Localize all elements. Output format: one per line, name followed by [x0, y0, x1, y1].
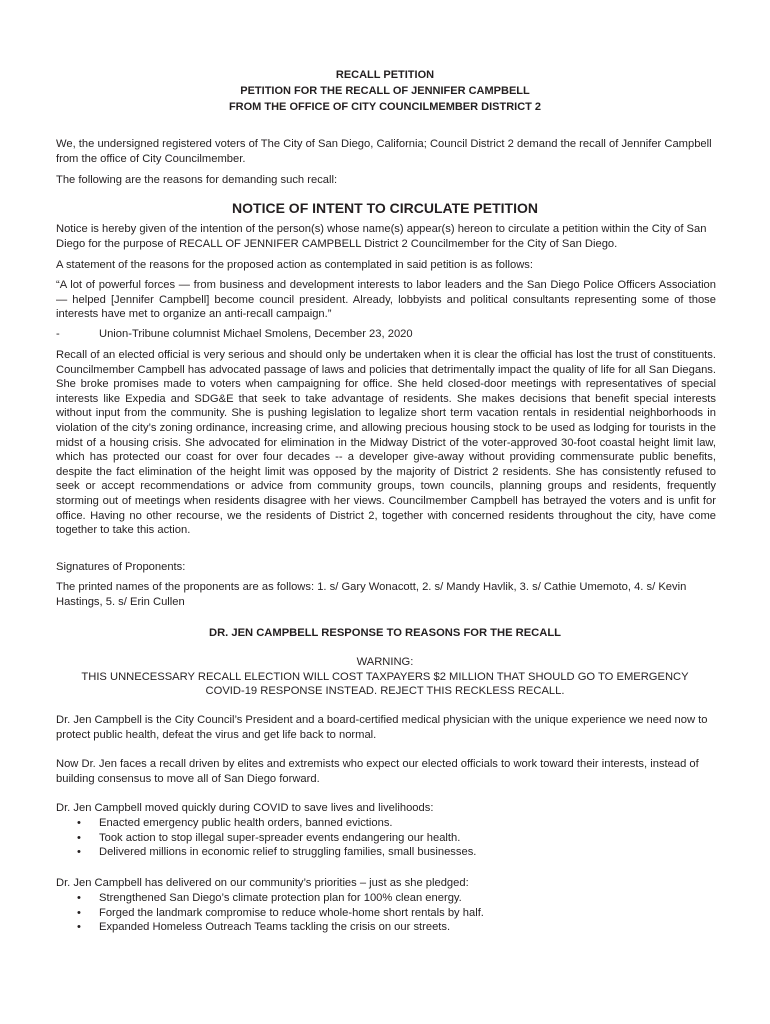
petition-header [0, 67, 770, 115]
declaration-paragraph: We, the undersigned registered voters of The City of San Diego, California; Council District 2 demand the recall of Jennifer Campbell from the office of City Councilmember. [56, 138, 712, 165]
covid-list [56, 816, 716, 860]
quote-attribution: Union-Tribune columnist Michael Smolens, December 23, 2020 [99, 328, 413, 340]
notice-title: NOTICE OF INTENT TO CIRCULATE PETITION [232, 200, 538, 216]
list-item: • Delivered millions in economic relief to struggling families, small businesses. [56, 845, 716, 860]
reasons-body: Recall of an elected official is very serious and should only be undertaken when it is clear the official has lost the trust of constituents. Councilmember Campbell has advocated passage of laws and policies that detrimentally impact the quality of life for all San Diegans. She broke promises made to voters when campaigning for office. She held closed-door meetings with representatives of special interests like Expedia and SDG&E that seek to take advantage of residents. She makes decisions that benefit special interests without input from the community. She is pushing legislation to legalize short term vacation rentals in residential neighborhoods in violation of the city’s zoning ordinance, increasing crime, and allowing precious housing stock to be used as lodging for tourists in the midst of a housing crisis. She advocated for elimination in the Midway District of the voter-approved 30-foot coastal height limit law, which has protected our coast for over four decades -- a developer give-away without providing commensurate public benefits, despite the fact elimination of the height limit was opposed by the majority of District 2 residents. She has consistently refused to seek or accept recommendations or advice from community groups, town councils, planning groups and residents, frequently storming out of meetings when residents disagree with her views. Councilmember Campbell has betrayed the voters and is unfit for office. Having no other recourse, we the residents of District 2, together with concerned residents throughout the city, have come together to take this action. [56, 349, 716, 537]
priorities-lead: Dr. Jen Campbell has delivered on our community’s priorities – just as she pledged: [56, 877, 469, 889]
list-item: • Took action to stop illegal super-spreader events endangering our health. [56, 831, 716, 846]
response-paragraph-1: Dr. Jen Campbell is the City Council’s President and a board-certified medical physician with the unique experience we need now to protect public health, defeat the virus and get life back to normal. [56, 714, 708, 741]
priorities-list [56, 891, 716, 935]
statement-lead: A statement of the reasons for the proposed action as contemplated in said petition is as follows: [56, 259, 533, 271]
proponents-names: The printed names of the proponents are as follows: 1. s/ Gary Wonacott, 2. s/ Mandy Havlik, 3. s/ Cathie Umemoto, 4. s/ Kevin Hastings, 5. s/ Erin Cullen [56, 581, 687, 608]
warning-label: WARNING: [356, 656, 414, 668]
warning-block [0, 655, 770, 699]
list-item: • Forged the landmark compromise to reduce whole-home short rentals by half. [56, 906, 716, 921]
notice-paragraph: Notice is hereby given of the intention of the person(s) whose name(s) appear(s) hereon to circulate a petition within the City of San Diego for the purpose of RECALL OF JENNIFER CAMPBELL District 2 Councilmember for the City of San Diego. [56, 223, 707, 250]
header-line-office: FROM THE OFFICE OF CITY COUNCILMEMBER DISTRICT 2 [228, 101, 542, 113]
warning-line-2: COVID-19 RESPONSE INSTEAD. REJECT THIS RECKLESS RECALL. [205, 685, 565, 698]
response-title: DR. JEN CAMPBELL RESPONSE TO REASONS FOR THE RECALL [208, 627, 562, 639]
warning-line-1: THIS UNNECESSARY RECALL ELECTION WILL COST TAXPAYERS $2 MILLION THAT SHOULD GO TO EMERGENCY [81, 670, 689, 683]
list-item: • Expanded Homeless Outreach Teams tackling the crisis on our streets. [56, 920, 716, 935]
attribution-dash: - [56, 328, 60, 340]
header-line-petition-for-recall: PETITION FOR THE RECALL OF JENNIFER CAMPBELL [240, 85, 530, 97]
proponents-heading: Signatures of Proponents: [56, 561, 186, 573]
list-item: • Enacted emergency public health orders, banned evictions. [56, 816, 716, 831]
list-item: • Strengthened San Diego’s climate protection plan for 100% clean energy. [56, 891, 716, 906]
response-paragraph-2: Now Dr. Jen faces a recall driven by elites and extremists who expect our elected officials to work toward their interests, instead of building consensus to move all of San Diego forward. [56, 758, 699, 785]
header-line-recall-petition: RECALL PETITION [335, 69, 435, 81]
reasons-lead: The following are the reasons for demanding such recall: [56, 174, 338, 186]
quote-paragraph: “A lot of powerful forces — from business and development interests to labor leaders and the San Diego Police Officers Association — helped [Jennifer Campbell] become council president. Already, lobbyists and political consultants representing some of those interests have met to organize an anti-recall campaign.” [56, 279, 716, 321]
covid-lead: Dr. Jen Campbell moved quickly during COVID to save lives and livelihoods: [56, 802, 434, 814]
